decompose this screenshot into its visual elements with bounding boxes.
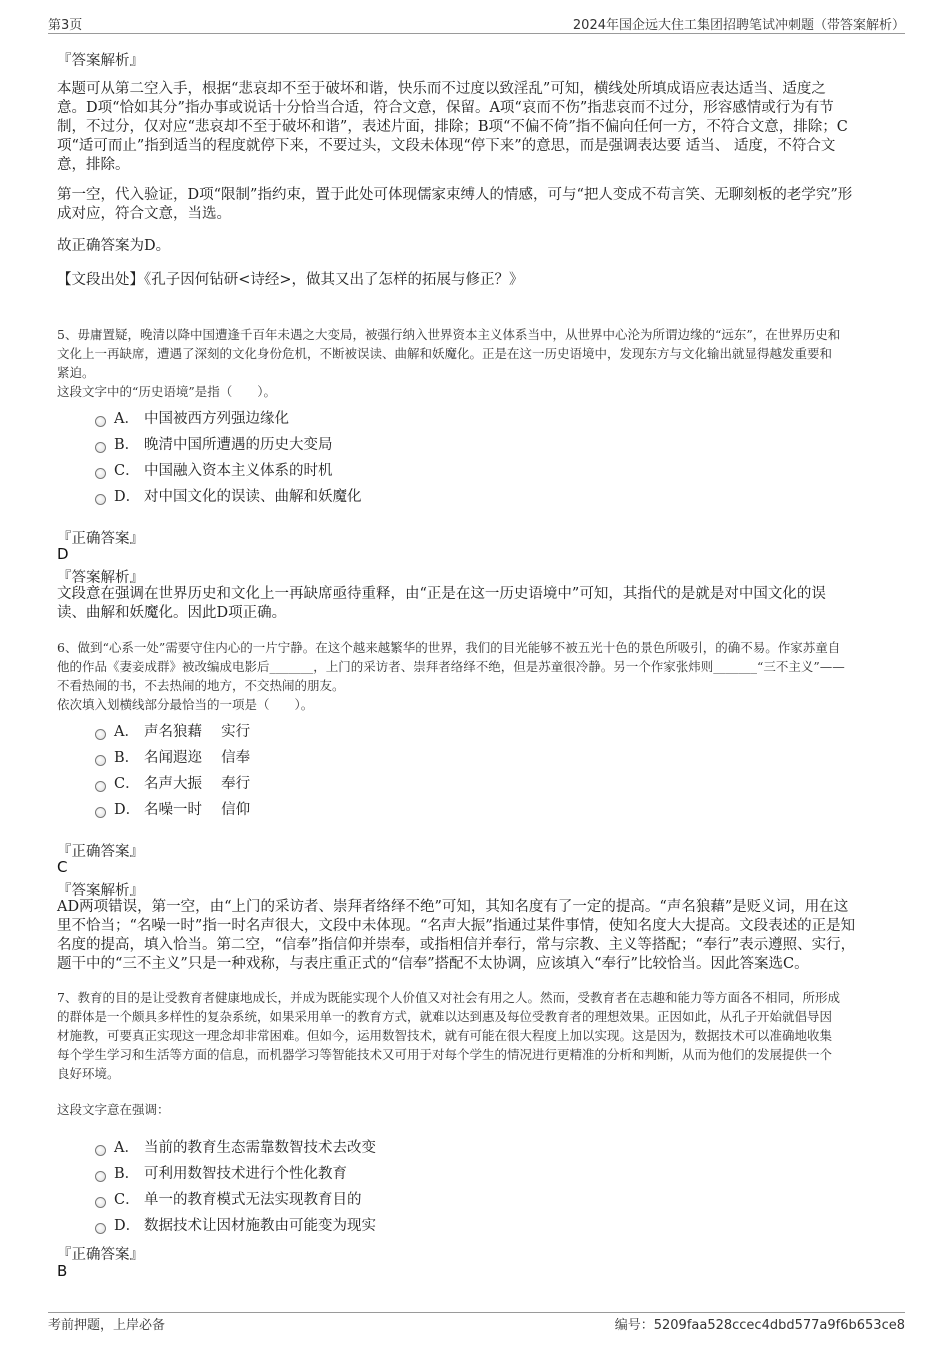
q6-analysis-label: 『答案解析』 — [57, 883, 144, 899]
radio-button-icon[interactable] — [95, 468, 106, 479]
radio-button-icon[interactable] — [95, 1145, 106, 1156]
q6-option-b[interactable]: B． 名闻遐迩 信奉 — [95, 746, 250, 768]
radio-button-icon[interactable] — [95, 442, 106, 453]
footer-slogan: 考前押题，上岸必备 — [48, 1318, 166, 1333]
document-code-label: 编号： — [614, 1318, 654, 1333]
q5-option-d[interactable]: D． 对中国文化的误读、曲解和妖魔化 — [95, 485, 362, 507]
radio-button-icon[interactable] — [95, 729, 106, 740]
q7-answer-label: 『正确答案』 — [57, 1247, 144, 1263]
q4-analysis-paragraph-2: 第一空，代入验证，D项“限制”指约束，置于此处可体现儒家束缚人的情感，可与“把人变成不苟言笑、无聊刻板的老学究”形 成对应，符合文意，当选。 — [57, 187, 853, 222]
q7-answer: B — [57, 1262, 68, 1280]
document-code-value: 5209faa528ccec4dbd577a9f6b653ce8 — [653, 1318, 905, 1333]
q6-option-a[interactable]: A． 声名狼藉 实行 — [95, 720, 250, 742]
q4-analysis-label: 『答案解析』 — [57, 53, 144, 69]
q6-option-c[interactable]: C． 名声大振 奉行 — [95, 772, 250, 794]
radio-button-icon[interactable] — [95, 1197, 106, 1208]
q5-analysis: 文段意在强调在世界历史和文化上一再缺席亟待重释，由“正是在这一历史语境中”可知，其指代的是就是对中国文化的误 读、曲解和妖魔化。因此D项正确。 — [57, 586, 826, 621]
q4-conclusion: 故正确答案为D。 — [57, 238, 171, 254]
radio-button-icon[interactable] — [95, 494, 106, 505]
q7-question: 这段文字意在强调： — [57, 1102, 170, 1117]
radio-button-icon[interactable] — [95, 1171, 106, 1182]
document-code — [615, 1314, 905, 1333]
q7-stem: 7、教育的目的是让受教育者健康地成长，并成为既能实现个人价值又对社会有用之人。然而，受教育者在志趣和能力等方面各不相同，所形成 的群体是一个颇具多样性的复杂系统，如果采用单一的教育方式，就难以达到惠及每位受教育者的理想效果。正因如此，从孔子开始就倡导因 材施教，可要真正实现这一理念却非常困难。但如今，运用数智技术，就有可能在很大程度上加以实现。这是因为，数据技术可以准确地收集 每个学生学习和生活等方面的信息，而机器学习等智能技术又可用于对每个学生的情况进行更精准的分析和判断，从而为他们的发展提供一个 良好环境。 — [57, 990, 840, 1081]
radio-button-icon[interactable] — [95, 807, 106, 818]
q7-option-b[interactable]: B． 可利用数智技术进行个性化教育 — [95, 1162, 347, 1184]
header-divider — [48, 33, 905, 34]
document-title: 2024年国企远大住工集团招聘笔试冲刺题（带答案解析） — [572, 18, 905, 33]
radio-button-icon[interactable] — [95, 1223, 106, 1234]
radio-button-icon[interactable] — [95, 755, 106, 766]
footer-divider — [48, 1312, 905, 1313]
radio-button-icon[interactable] — [95, 781, 106, 792]
q6-stem: 6、做到“心系一处”需要守住内心的一片宁静。在这个越来越繁华的世界，我们的目光能够不被五光十色的景色所吸引，的确不易。作家苏童自 他的作品《妻妾成群》被改编成电影后_______，上门的采访者、崇拜者络绎不绝，但是苏童很冷静。另一个作家张炜则_______“三不主义”—— 不看热闹的书，不去热闹的地方，不交热闹的朋友。 依次填入划横线部分最恰当的一项是（ ）。 — [57, 640, 845, 712]
q5-analysis-label: 『答案解析』 — [57, 570, 144, 586]
q5-stem: 5、毋庸置疑，晚清以降中国遭逢千百年未遇之大变局，被强行纳入世界资本主义体系当中，从世界中心沦为所谓边缘的“远东”，在世界历史和 文化上一再缺席，遭遇了深刻的文化身份危机，不断被误读、曲解和妖魔化。正是在这一历史语境中，发现东方与文化输出就显得越发重要和 紧迫。 这段文字中的“历史语境”是指（ ）。 — [57, 327, 841, 399]
q7-option-a[interactable]: A． 当前的教育生态需靠数智技术去改变 — [95, 1136, 376, 1158]
q5-option-c[interactable]: C． 中国融入资本主义体系的时机 — [95, 459, 333, 481]
q5-option-b[interactable]: B． 晚清中国所遭遇的历史大变局 — [95, 433, 333, 455]
q6-option-d[interactable]: D． 名噪一时 信仰 — [95, 798, 250, 820]
q6-answer-label: 『正确答案』 — [57, 844, 144, 860]
q5-option-a[interactable]: A． 中国被西方列强边缘化 — [95, 407, 289, 429]
q6-analysis: AD两项错误，第一空，由“上门的采访者、崇拜者络绎不绝”可知，其知名度有了一定的提高。“声名狼藉”是贬义词，用在这 里不恰当；“名噪一时”指一时名声很大，文段中未体现。“名声大振”指通过某件事情，使知名度大大提高。文段表述的正是知 名度的提高，填入恰当。第二空，“信奉”指信仰并崇奉，或指相信并奉行，常与宗教、主义等搭配；“奉行”表示遵照、实行， 题干中的“三不主义”只是一种戏称，与表庄重正式的“信奉”搭配不太协调，应该填入“奉行”比较恰当。因此答案选C。 — [57, 899, 856, 972]
q4-analysis-paragraph-1: 本题可从第二空入手，根据“悲哀却不至于破坏和谐，快乐而不过度以致淫乱”可知，横线处所填成语应表达适当、适度之 意。D项“恰如其分”指办事或说话十分恰当合适，符合文意，保留。A项“哀而不伤”指悲哀而不过分，形容感情或行为有节 制，不过分，仅对应“悲哀却不至于破坏和谐”，表述片面，排除；B项“不偏不倚”指不偏向任何一方，不符合文意，排除；C 项“适可而止”指到适当的程度就停下来，不要过头，文段未体现“停下来”的意思，而是强调表达要 适当、 适度，不符合文 意，排除。 — [57, 81, 848, 173]
q5-answer: D — [57, 545, 69, 563]
q7-option-c[interactable]: C． 单一的教育模式无法实现教育目的 — [95, 1188, 362, 1210]
q6-answer: C — [57, 858, 68, 876]
radio-button-icon[interactable] — [95, 416, 106, 427]
q4-source: 【文段出处】《孔子因何钻研<诗经>，做其又出了怎样的拓展与修正？》 — [57, 272, 524, 288]
q5-answer-label: 『正确答案』 — [57, 531, 144, 547]
q7-option-d[interactable]: D． 数据技术让因材施教由可能变为现实 — [95, 1214, 376, 1236]
page-number: 第3页 — [48, 18, 83, 33]
